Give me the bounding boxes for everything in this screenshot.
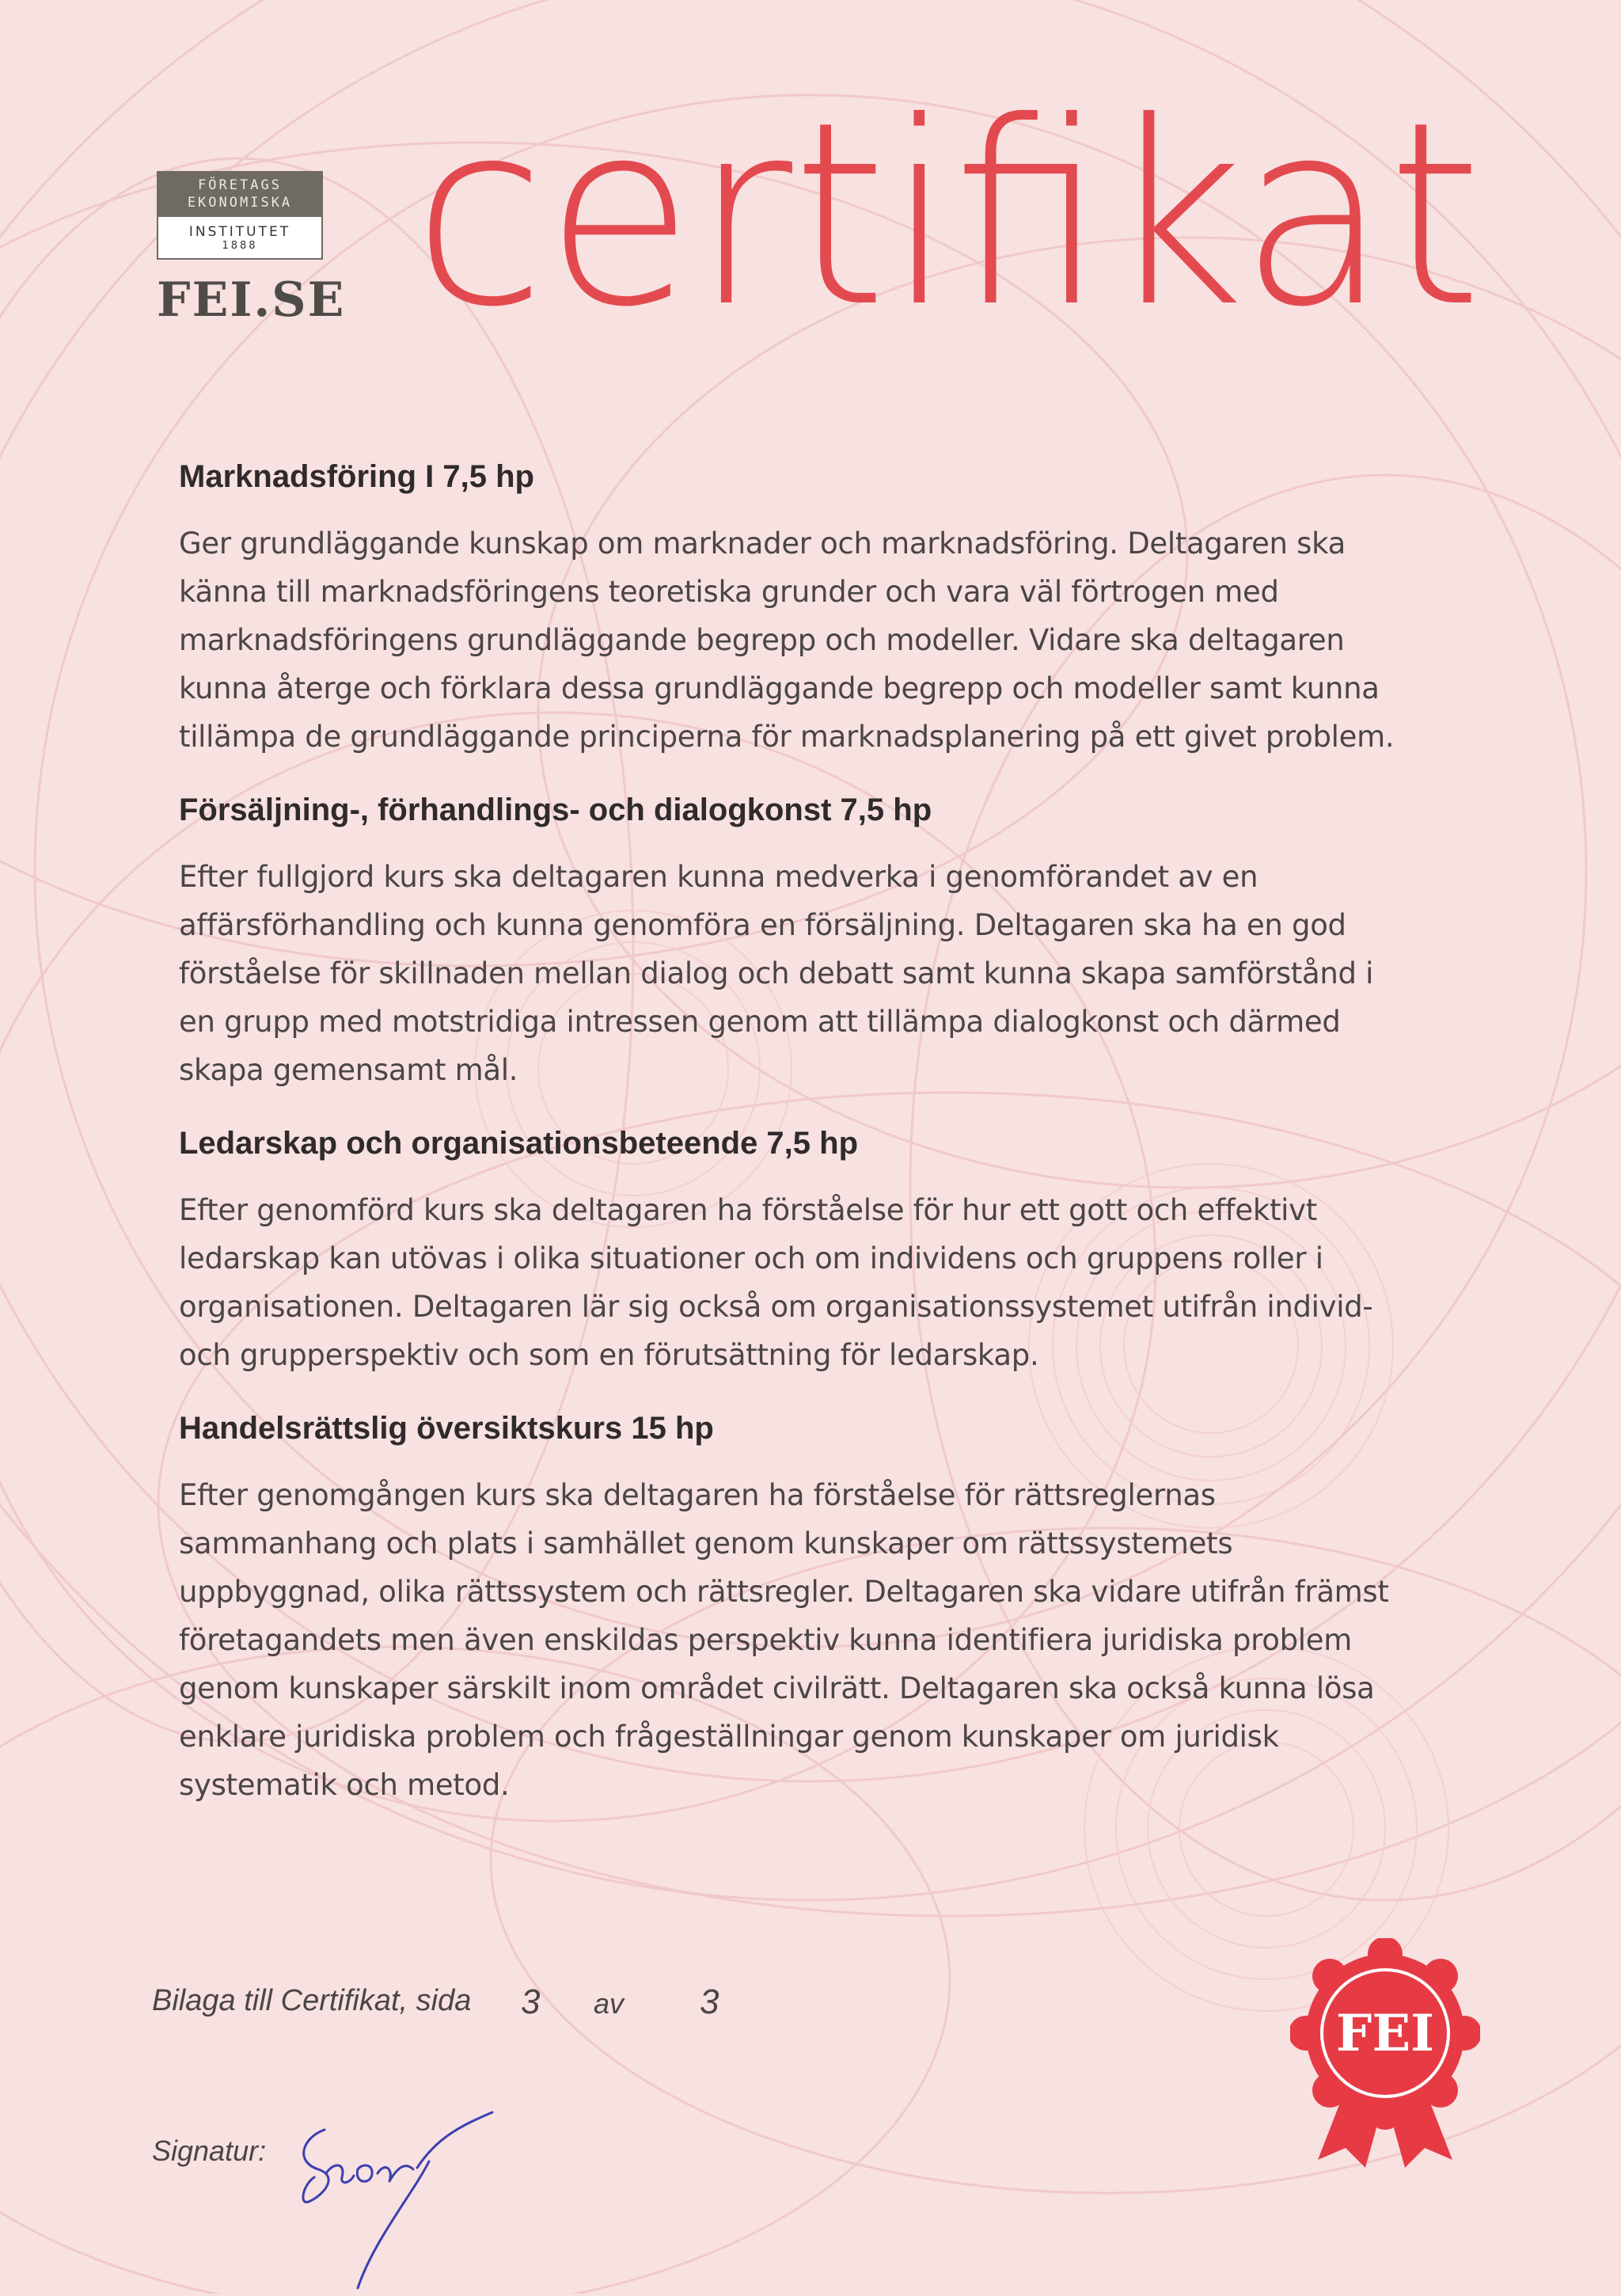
- logo-year: 1888: [222, 239, 258, 252]
- course-description: Efter fullgjord kurs ska deltagaren kunna medverka i genomförandet av en affärsförhandling och kunna genomföra en försäljning. Deltagaren ska ha en god förståelse för skillnaden mellan dialog och debatt samt kunna skapa samförstånd i en grupp med motstridiga intressen genom att tillämpa dialogkonst och därmed skapa gemensamt mål.: [179, 860, 1374, 1087]
- course-item: [179, 1406, 1414, 1809]
- course-description: Efter genomgången kurs ska deltagaren ha förståelse för rättsreglernas sammanhang och plats i samhället genom kunskaper om rättssystemets uppbyggnad, olika rättssystem och rättsregler. Deltagaren ska vidare utifrån främst företagandets men även enskildas perspektiv kunna identifiera juridiska problem genom kunskaper särskilt inom området civilrätt. Deltagaren ska också kunna lösa enklare juridiska problem och frågeställningar genom kunskaper om juridisk systematik och metod.: [179, 1478, 1389, 1802]
- logo-bottom-panel: [157, 217, 323, 260]
- course-item: [179, 454, 1414, 761]
- course-item: [179, 788, 1414, 1094]
- handwritten-signature: [279, 2106, 516, 2296]
- page-current: 3: [521, 1982, 541, 2021]
- page-total: 3: [700, 1982, 719, 2021]
- course-name: Ledarskap och organisationsbeteende 7,5 hp: [179, 1126, 859, 1161]
- certificate-title: certifikat: [413, 68, 1482, 363]
- seal-text: FEI: [1335, 2004, 1435, 2063]
- logo-line-ekonomiska: EKONOMISKA: [187, 195, 293, 211]
- logo-wordmark: FEI.SE: [157, 272, 346, 328]
- fei-seal-icon: [1290, 1938, 1480, 2176]
- logo-top-panel: [157, 171, 323, 217]
- course-name: Handelsrättslig översiktskurs 15 hp: [179, 1411, 714, 1446]
- course-item: [179, 1121, 1414, 1379]
- course-description: Ger grundläggande kunskap om marknader och marknadsföring. Deltagaren ska känna till marknadsföringens teoretiska grunder och vara väl förtrogen med marknadsföringens grundläggande begrepp och modeller. Vidare ska deltagaren kunna återge och förklara dessa grundläggande begrepp och modeller samt kunna tillämpa de grundläggande principerna för marknadsplanering på ett givet problem.: [179, 526, 1395, 754]
- logo-line-foretags: FÖRETAGS: [198, 177, 282, 193]
- institute-logo: [157, 171, 346, 328]
- course-description: Efter genomförd kurs ska deltagaren ha förståelse för hur ett gott och effektivt ledarskap kan utövas i olika situationer och om individens och gruppens roller i organisationen. Deltagaren lär sig också om organisationssystemet utifrån individ- och grupperspektiv och som en förutsättning för ledarskap.: [179, 1193, 1373, 1372]
- course-name: Försäljning-, förhandlings- och dialogkonst 7,5 hp: [179, 793, 932, 827]
- course-list: [179, 454, 1414, 1836]
- page-of-label: av: [594, 1987, 624, 2020]
- signature-label: Signatur:: [152, 2134, 267, 2167]
- appendix-label: Bilaga till Certifikat, sida: [152, 1984, 472, 2017]
- logo-line-institutet: INSTITUTET: [188, 223, 291, 240]
- course-name: Marknadsföring I 7,5 hp: [179, 459, 534, 494]
